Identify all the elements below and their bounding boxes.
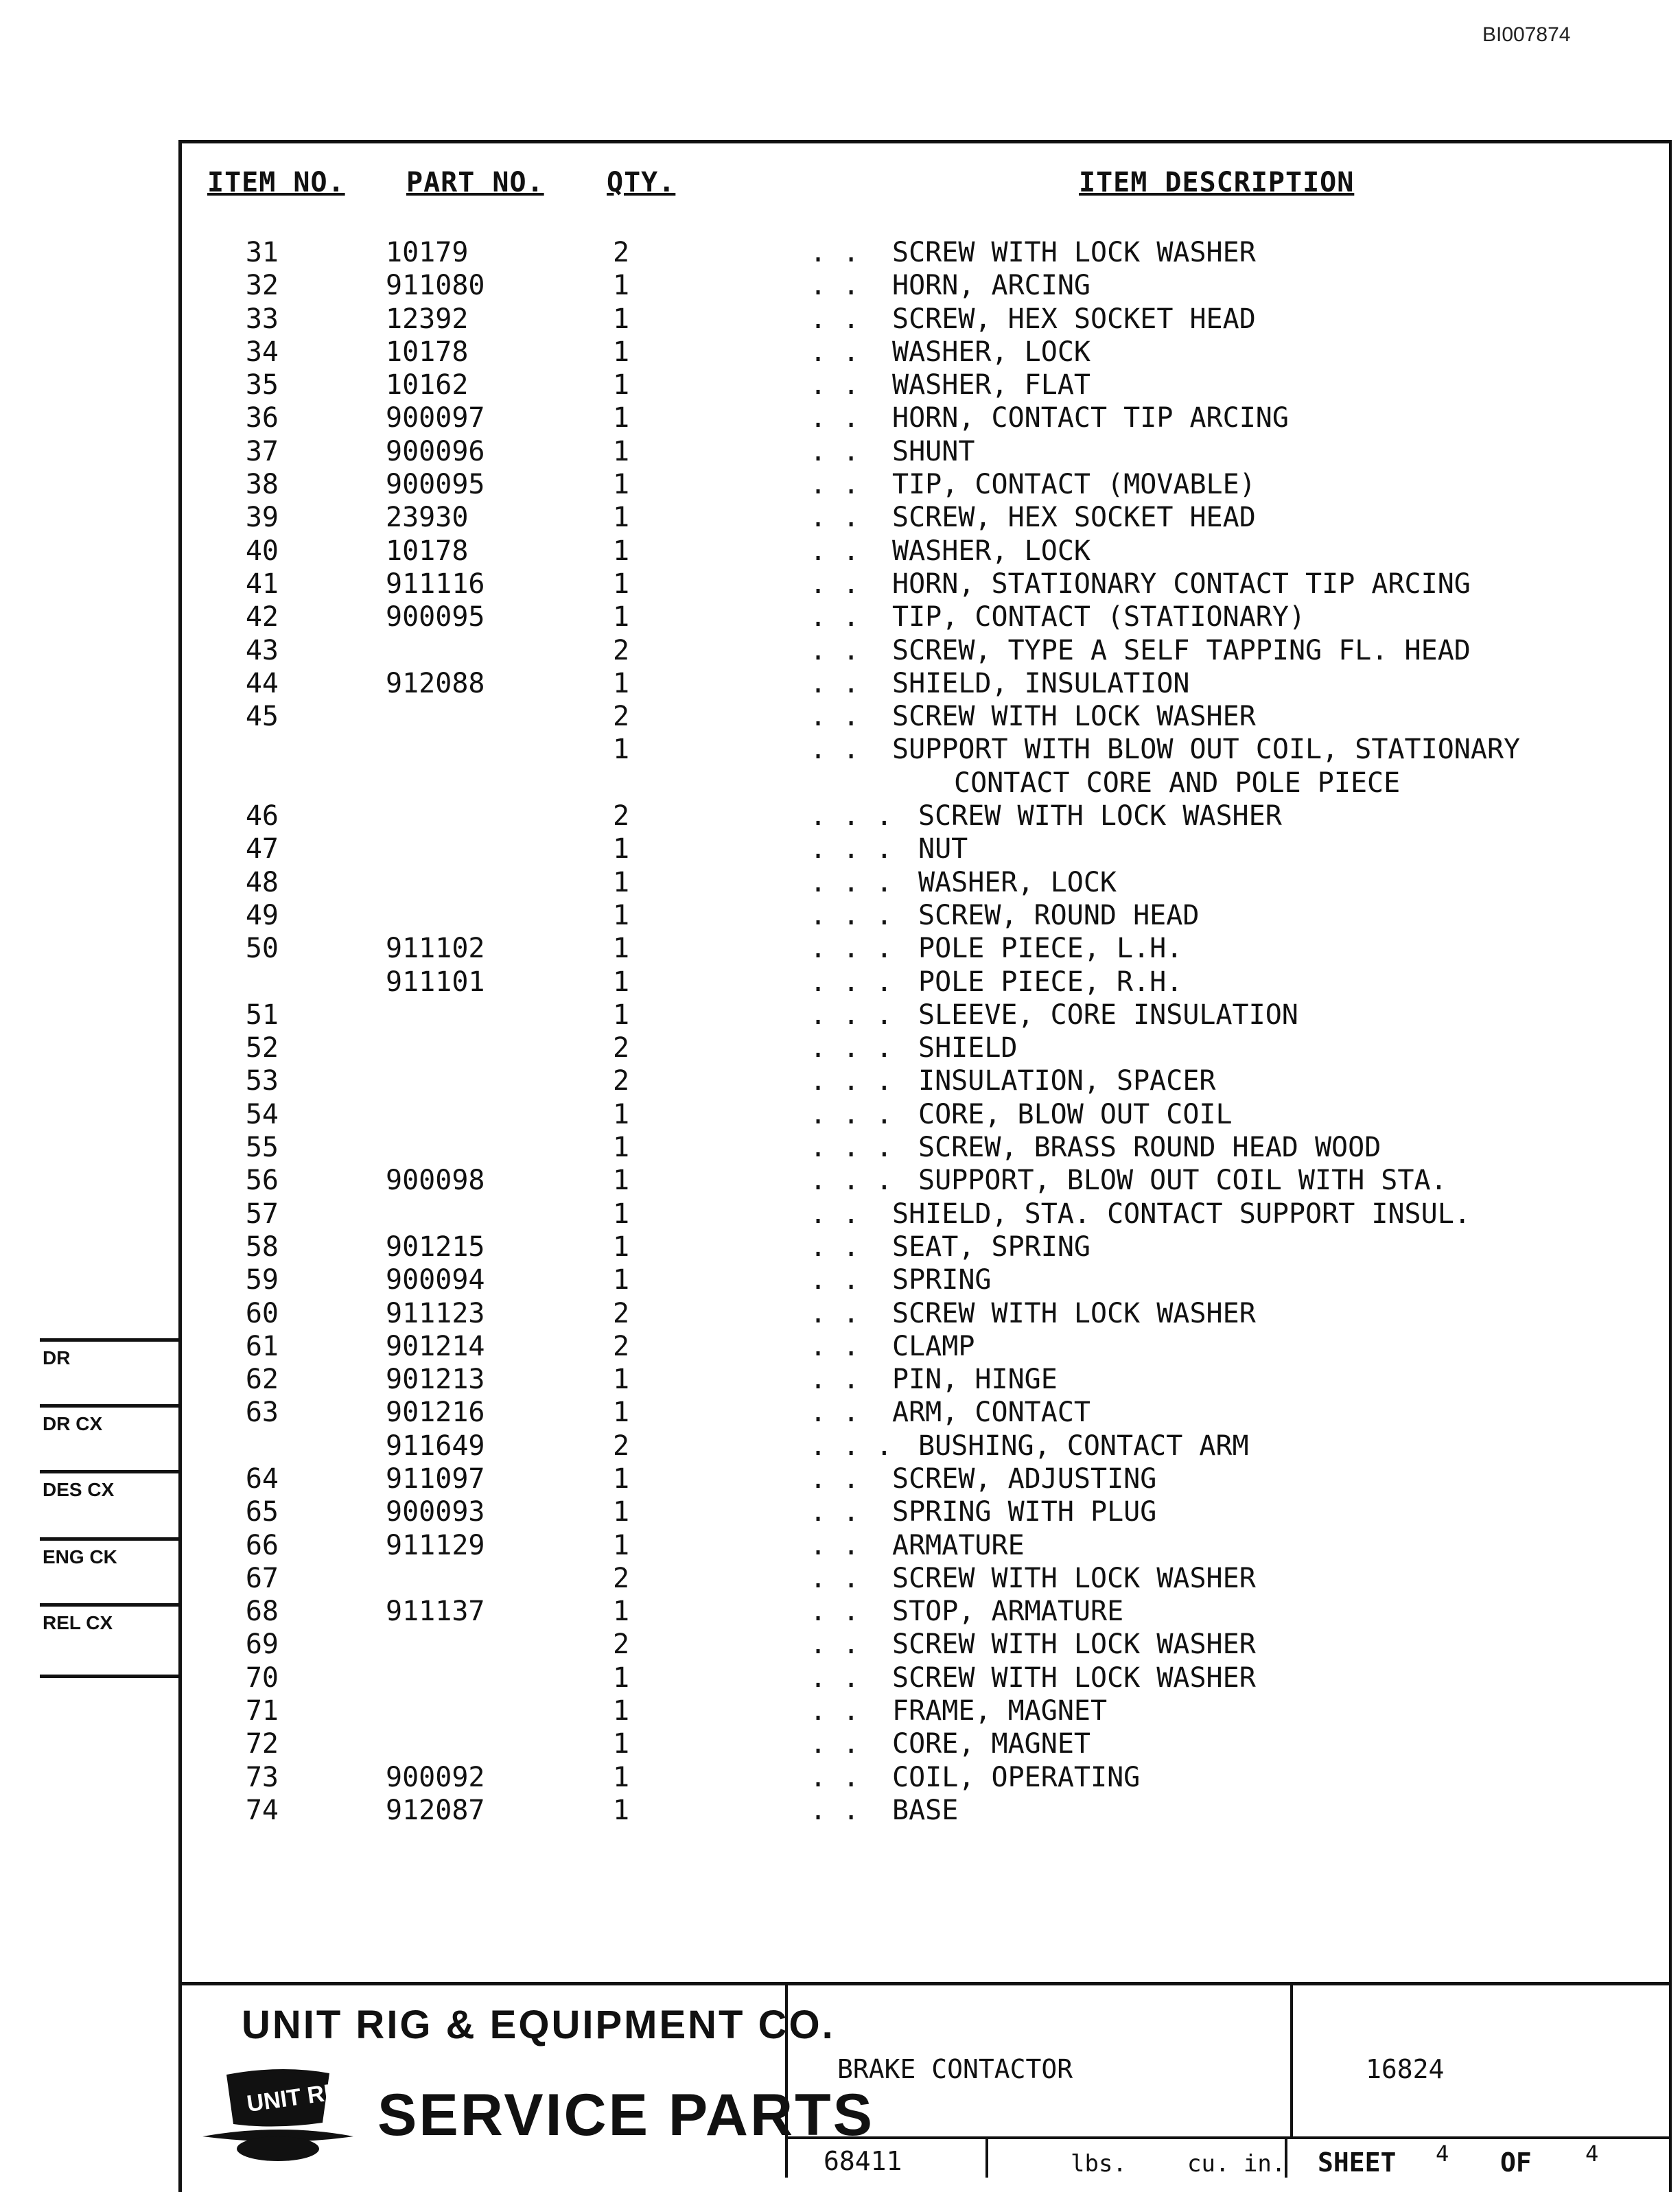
part-number: 901213 [386, 1364, 485, 1396]
part-number: 912087 [386, 1794, 485, 1826]
table-row [0, 303, 1680, 336]
item-description: TIP, CONTACT (MOVABLE) [892, 469, 1256, 501]
part-number: 10178 [386, 336, 469, 368]
table-row [0, 800, 1680, 832]
of-label: OF [1500, 2147, 1532, 2178]
indent-level: . . [810, 502, 860, 534]
company-name: UNIT RIG & EQUIPMENT CO. [242, 2003, 835, 2047]
item-description: SCREW WITH LOCK WASHER [892, 701, 1256, 733]
part-number: 911101 [386, 966, 485, 998]
table-row [0, 1064, 1680, 1097]
quantity: 1 [612, 667, 630, 699]
quantity: 1 [612, 999, 630, 1031]
item-description: SHIELD [918, 1032, 1018, 1064]
check-mark-line [40, 1675, 181, 1678]
item-description: SUPPORT WITH BLOW OUT COIL, STATIONARY [892, 734, 1521, 766]
item-description: COIL, OPERATING [892, 1761, 1141, 1793]
indent-level: . . [810, 369, 860, 401]
part-number: 12392 [386, 303, 469, 335]
title-block [178, 1982, 1672, 2178]
indent-level: . . [810, 1330, 860, 1362]
part-number: 911137 [386, 1596, 485, 1628]
item-number: 32 [245, 270, 279, 302]
indent-level: . . [810, 1728, 860, 1760]
quantity: 1 [612, 1165, 630, 1197]
item-description: SCREW, ADJUSTING [892, 1462, 1157, 1495]
quantity: 1 [612, 1794, 630, 1826]
table-row [0, 634, 1680, 667]
header-item-no: ITEM NO. [207, 167, 345, 198]
item-number: 43 [245, 634, 279, 666]
item-description: HORN, ARCING [892, 270, 1090, 302]
quantity: 2 [612, 800, 630, 832]
table-row [0, 1198, 1680, 1231]
sheet-total: 4 [1585, 2141, 1599, 2167]
item-description: NUT [918, 833, 968, 865]
item-description: WASHER, LOCK [892, 535, 1090, 567]
table-row [0, 767, 1680, 800]
item-description: SHIELD, INSULATION [892, 667, 1190, 699]
item-description: SCREW, TYPE A SELF TAPPING FL. HEAD [892, 634, 1471, 666]
indent-level: . . [810, 601, 860, 633]
weight-unit: lbs. [1071, 2150, 1127, 2178]
item-description: SPRING WITH PLUG [892, 1496, 1157, 1528]
table-row [0, 1761, 1680, 1794]
table-row [0, 899, 1680, 932]
table-row [0, 1562, 1680, 1595]
item-number: 53 [245, 1065, 279, 1097]
table-row [0, 1628, 1680, 1661]
item-number: 47 [245, 833, 279, 865]
indent-level: . . [810, 1264, 860, 1296]
quantity: 1 [612, 1761, 630, 1793]
item-description: SCREW, BRASS ROUND HEAD WOOD [918, 1132, 1381, 1164]
quantity: 2 [612, 1330, 630, 1362]
table-row [0, 601, 1680, 633]
part-number: 10162 [386, 369, 469, 401]
table-row [0, 236, 1680, 269]
table-row [0, 1263, 1680, 1296]
part-number: 900098 [386, 1165, 485, 1197]
item-number: 74 [245, 1794, 279, 1826]
item-description: BUSHING, CONTACT ARM [918, 1430, 1249, 1462]
logo-lettering: UNIT RIG [245, 2077, 351, 2118]
quantity: 1 [612, 1231, 630, 1263]
item-number: 60 [245, 1297, 279, 1329]
part-number: 900093 [386, 1496, 485, 1528]
quantity: 1 [612, 469, 630, 501]
part-number: 912088 [386, 667, 485, 699]
quantity: 1 [612, 1098, 630, 1130]
indent-level: . . . [810, 1165, 893, 1197]
item-number: 68 [245, 1596, 279, 1628]
table-row [0, 501, 1680, 534]
quantity: 1 [612, 1198, 630, 1230]
indent-level: . . . [810, 1132, 893, 1164]
indent-level: . . [810, 469, 860, 501]
item-description: SUPPORT, BLOW OUT COIL WITH STA. [918, 1165, 1447, 1197]
table-row [0, 1495, 1680, 1528]
item-number: 61 [245, 1330, 279, 1362]
item-number: 38 [245, 469, 279, 501]
part-number: 901216 [386, 1397, 485, 1429]
part-number: 911649 [386, 1430, 485, 1462]
check-mark-line [40, 1603, 181, 1633]
item-number: 51 [245, 999, 279, 1031]
part-number: 900092 [386, 1761, 485, 1793]
item-number: 57 [245, 1198, 279, 1230]
item-number: 54 [245, 1098, 279, 1130]
item-description: PIN, HINGE [892, 1364, 1058, 1396]
indent-level: . . . [810, 800, 893, 832]
quantity: 1 [612, 1728, 630, 1760]
quantity: 1 [612, 866, 630, 898]
part-number: 900096 [386, 435, 485, 467]
item-description: HORN, CONTACT TIP ARCING [892, 402, 1289, 434]
quantity: 1 [612, 966, 630, 998]
item-number: 70 [245, 1662, 279, 1694]
item-number: 37 [245, 435, 279, 467]
indent-level: . . [810, 303, 860, 335]
indent-level: . . [810, 568, 860, 600]
indent-level: . . . [810, 1098, 893, 1130]
indent-level: . . [810, 734, 860, 766]
part-number: 10179 [386, 237, 469, 268]
table-row [0, 1231, 1680, 1263]
divider [1290, 1985, 1293, 2136]
indent-level: . . [810, 435, 860, 467]
unit-rig-logo-icon [199, 2061, 357, 2164]
item-number: 58 [245, 1231, 279, 1263]
item-description: SCREW WITH LOCK WASHER [892, 1297, 1256, 1329]
table-row [0, 568, 1680, 601]
indent-level: . . . [810, 899, 893, 931]
quantity: 1 [612, 1397, 630, 1429]
item-description: WASHER, LOCK [918, 866, 1117, 898]
quantity: 1 [612, 568, 630, 600]
part-number: 911102 [386, 933, 485, 965]
quantity: 1 [612, 336, 630, 368]
item-number: 56 [245, 1165, 279, 1197]
item-number: 67 [245, 1562, 279, 1594]
indent-level: . . [810, 667, 860, 699]
part-number: 901214 [386, 1330, 485, 1362]
drawing-title: BRAKE CONTACTOR [837, 2054, 1073, 2084]
item-description: ARM, CONTACT [892, 1397, 1090, 1429]
indent-level: . . [810, 634, 860, 666]
table-row [0, 269, 1680, 302]
item-number: 69 [245, 1629, 279, 1661]
indent-level: . . [810, 701, 860, 733]
part-number: 900095 [386, 601, 485, 633]
check-mark-line [40, 1537, 181, 1567]
divider [985, 2136, 988, 2178]
check-mark-line [40, 1338, 181, 1368]
check-mark-line [40, 1470, 181, 1500]
item-number: 44 [245, 667, 279, 699]
item-description: SCREW WITH LOCK WASHER [918, 800, 1282, 832]
table-row [0, 401, 1680, 434]
item-description: SHUNT [892, 435, 975, 467]
table-row [0, 1462, 1680, 1495]
item-number: 55 [245, 1132, 279, 1164]
quantity: 1 [612, 535, 630, 567]
check-mark-label: REL CX [43, 1612, 113, 1633]
header-part-no: PART NO. [406, 167, 544, 198]
quantity: 2 [612, 1629, 630, 1661]
item-number: 49 [245, 899, 279, 931]
table-row [0, 1662, 1680, 1694]
part-number: 901215 [386, 1231, 485, 1263]
table-row [0, 1694, 1680, 1727]
indent-level: . . [810, 1695, 860, 1727]
table-row [0, 1727, 1680, 1760]
part-number: 911116 [386, 568, 485, 600]
quantity: 1 [612, 1132, 630, 1164]
item-description: SLEEVE, CORE INSULATION [918, 999, 1298, 1031]
item-description: SCREW, HEX SOCKET HEAD [892, 502, 1256, 534]
item-description: SCREW, HEX SOCKET HEAD [892, 303, 1256, 335]
item-number: 66 [245, 1529, 279, 1561]
document-id: BI007874 [1482, 23, 1571, 46]
indent-level: . . [810, 270, 860, 302]
part-code: 68411 [824, 2146, 902, 2176]
indent-level: . . [810, 1529, 860, 1561]
item-number: 63 [245, 1397, 279, 1429]
part-number: 911129 [386, 1529, 485, 1561]
item-description: HORN, STATIONARY CONTACT TIP ARCING [892, 568, 1471, 600]
table-row [0, 1297, 1680, 1330]
check-mark-label: DR [43, 1347, 71, 1368]
table-row [0, 999, 1680, 1031]
table-row [0, 336, 1680, 369]
indent-level: . . . [810, 933, 893, 965]
quantity: 1 [612, 502, 630, 534]
item-number: 31 [245, 237, 279, 268]
item-description: CORE, BLOW OUT COIL [918, 1098, 1233, 1130]
indent-level: . . . [810, 866, 893, 898]
table-row [0, 1330, 1680, 1363]
item-number: 64 [245, 1462, 279, 1495]
item-number: 42 [245, 601, 279, 633]
item-number: 36 [245, 402, 279, 434]
item-number: 41 [245, 568, 279, 600]
indent-level: . . [810, 1629, 860, 1661]
divider [785, 1985, 788, 2178]
quantity: 2 [612, 1562, 630, 1594]
part-number: 900097 [386, 402, 485, 434]
part-number: 911097 [386, 1462, 485, 1495]
item-description: SEAT, SPRING [892, 1231, 1090, 1263]
item-description: STOP, ARMATURE [892, 1596, 1124, 1628]
check-mark-label: ENG CK [43, 1546, 117, 1567]
item-description: BASE [892, 1794, 959, 1826]
quantity: 2 [612, 237, 630, 268]
parts-table [0, 236, 1680, 1827]
part-number: 10178 [386, 535, 469, 567]
quantity: 1 [612, 933, 630, 965]
quantity: 1 [612, 402, 630, 434]
quantity: 1 [612, 1695, 630, 1727]
part-number: 900094 [386, 1264, 485, 1296]
indent-level: . . [810, 1794, 860, 1826]
quantity: 1 [612, 1264, 630, 1296]
table-row [0, 700, 1680, 733]
quantity: 1 [612, 270, 630, 302]
part-number: 911123 [386, 1297, 485, 1329]
item-number: 48 [245, 866, 279, 898]
quantity: 1 [612, 1529, 630, 1561]
table-row [0, 667, 1680, 700]
quantity: 1 [612, 1596, 630, 1628]
item-description: SHIELD, STA. CONTACT SUPPORT INSUL. [892, 1198, 1471, 1230]
quantity: 2 [612, 634, 630, 666]
item-number: 52 [245, 1032, 279, 1064]
indent-level: . . . [810, 1065, 893, 1097]
table-row [0, 1131, 1680, 1164]
item-number: 46 [245, 800, 279, 832]
table-row [0, 733, 1680, 766]
indent-level: . . . [810, 1032, 893, 1064]
indent-level: . . [810, 1496, 860, 1528]
sheet-number: 4 [1436, 2141, 1449, 2167]
quantity: 1 [612, 899, 630, 931]
table-row [0, 1529, 1680, 1562]
item-description: SCREW WITH LOCK WASHER [892, 237, 1256, 268]
item-description: SCREW WITH LOCK WASHER [892, 1562, 1256, 1594]
quantity: 1 [612, 601, 630, 633]
table-row [0, 1164, 1680, 1197]
item-number: 50 [245, 933, 279, 965]
item-number: 45 [245, 701, 279, 733]
quantity: 1 [612, 303, 630, 335]
header-item-description: ITEM DESCRIPTION [1079, 167, 1355, 198]
quantity: 1 [612, 1462, 630, 1495]
indent-level: . . [810, 535, 860, 567]
item-number: 71 [245, 1695, 279, 1727]
table-row [0, 1031, 1680, 1064]
item-description: CLAMP [892, 1330, 975, 1362]
item-description: SPRING [892, 1264, 992, 1296]
item-description: POLE PIECE, R.H. [918, 966, 1183, 998]
item-number: 34 [245, 336, 279, 368]
quantity: 1 [612, 1496, 630, 1528]
indent-level: . . [810, 1364, 860, 1396]
drawing-number: 16824 [1366, 2054, 1445, 2084]
quantity: 1 [612, 1364, 630, 1396]
table-row [0, 435, 1680, 468]
indent-level: . . . [810, 1430, 893, 1462]
quantity: 1 [612, 1662, 630, 1694]
indent-level: . . . [810, 966, 893, 998]
indent-level: . . [810, 237, 860, 268]
table-row [0, 1098, 1680, 1131]
table-row [0, 932, 1680, 965]
indent-level: . . . [810, 833, 893, 865]
check-mark-label: DR CX [43, 1413, 103, 1434]
indent-level: . . [810, 1761, 860, 1793]
item-description: POLE PIECE, L.H. [918, 933, 1183, 965]
part-number: 900095 [386, 469, 485, 501]
table-row [0, 832, 1680, 865]
indent-level: . . [810, 1397, 860, 1429]
table-row [0, 535, 1680, 568]
item-number: 72 [245, 1728, 279, 1760]
item-number: 59 [245, 1264, 279, 1296]
service-parts-title: SERVICE PARTS [377, 2082, 874, 2148]
item-number: 65 [245, 1496, 279, 1528]
indent-level: . . [810, 402, 860, 434]
check-mark-line [40, 1404, 181, 1434]
indent-level: . . [810, 1562, 860, 1594]
item-description: WASHER, FLAT [892, 369, 1090, 401]
quantity: 2 [612, 1065, 630, 1097]
table-row [0, 966, 1680, 999]
table-row [0, 1363, 1680, 1396]
table-row [0, 369, 1680, 401]
item-number: 40 [245, 535, 279, 567]
indent-level: . . [810, 336, 860, 368]
item-description: ARMATURE [892, 1529, 1025, 1561]
quantity: 1 [612, 435, 630, 467]
indent-level: . . . [810, 999, 893, 1031]
volume-unit: cu. in. [1187, 2150, 1286, 2178]
item-number: 62 [245, 1364, 279, 1396]
part-number: 911080 [386, 270, 485, 302]
quantity: 1 [612, 734, 630, 766]
quantity: 2 [612, 1430, 630, 1462]
table-row [0, 1794, 1680, 1827]
item-description: FRAME, MAGNET [892, 1695, 1108, 1727]
item-description: SCREW WITH LOCK WASHER [892, 1662, 1256, 1694]
item-description: TIP, CONTACT (STATIONARY) [892, 601, 1306, 633]
item-number: 33 [245, 303, 279, 335]
quantity: 2 [612, 1032, 630, 1064]
item-description: SCREW WITH LOCK WASHER [892, 1629, 1256, 1661]
quantity: 2 [612, 1297, 630, 1329]
item-description: CORE, MAGNET [892, 1728, 1090, 1760]
indent-level: . . [810, 1231, 860, 1263]
item-number: 73 [245, 1761, 279, 1793]
item-number: 35 [245, 369, 279, 401]
quantity: 1 [612, 833, 630, 865]
part-number: 23930 [386, 502, 469, 534]
indent-level: . . [810, 1596, 860, 1628]
item-number: 39 [245, 502, 279, 534]
item-description: INSULATION, SPACER [918, 1065, 1216, 1097]
indent-level: . . [810, 1462, 860, 1495]
check-mark-label: DES CX [43, 1479, 115, 1500]
sheet-label: SHEET [1318, 2147, 1397, 2178]
item-description: SCREW, ROUND HEAD [918, 899, 1200, 931]
indent-level: . . [810, 1662, 860, 1694]
indent-level: . . [810, 1198, 860, 1230]
table-row [0, 866, 1680, 899]
table-row [0, 1595, 1680, 1628]
item-description: WASHER, LOCK [892, 336, 1090, 368]
quantity: 1 [612, 369, 630, 401]
table-row [0, 1430, 1680, 1462]
table-row [0, 1396, 1680, 1429]
indent-level: . . [810, 1297, 860, 1329]
divider [785, 2136, 1672, 2139]
header-qty: QTY. [607, 167, 676, 198]
item-description: CONTACT CORE AND POLE PIECE [954, 767, 1401, 799]
quantity: 2 [612, 701, 630, 733]
table-row [0, 468, 1680, 501]
